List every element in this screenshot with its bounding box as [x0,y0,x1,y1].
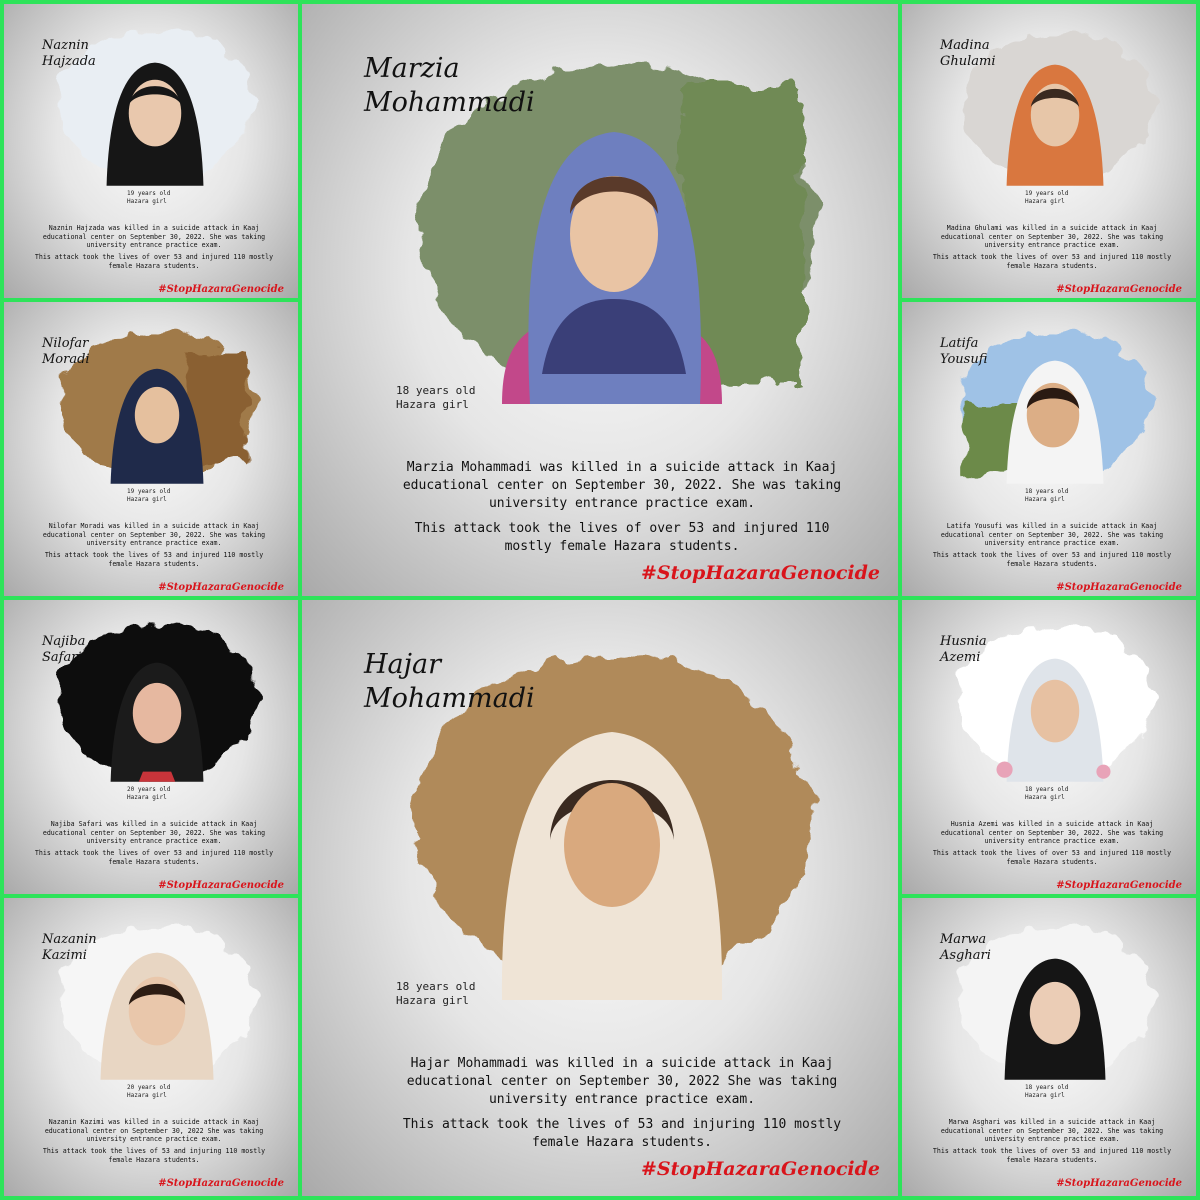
description [932,224,1172,274]
description-text: Nilofar Moradi was killed in a suicide attack in Kaaj educational center on September 30, 2022. She was taking university entrance practice exam. [42,522,266,548]
description [932,522,1172,572]
attack-summary: This attack took the lives of over 53 and injured 110 mostly female Hazara students. [932,253,1172,270]
description [402,1055,842,1159]
hashtag: #StopHazaraGenocide [158,1178,284,1189]
victim-name: Hajar Mohammadi [364,649,535,714]
victim-age: 20 years old Hazara girl [127,1084,171,1099]
description [34,224,274,274]
victim-age: 19 years old Hazara girl [127,190,171,205]
hashtag: #StopHazaraGenocide [158,284,284,295]
description-text: Naznin Hajzada was killed in a suicide attack in Kaaj educational center on September 30, 2022. She was taking university entrance practice exam. [42,224,266,250]
victim-age: 19 years old Hazara girl [1025,190,1069,205]
victim-name: Najiba Safari [42,634,86,666]
victim-name: Husnia Azemi [940,634,987,666]
description-text: Marzia Mohammadi was killed in a suicide attack in Kaaj educational center on September 30, 2022. She was taking university entrance practice exam. [402,460,842,511]
description-text: Najiba Safari was killed in a suicide attack in Kaaj educational center on September 30, 2022. She was taking university entrance practice exam. [42,820,266,846]
memorial-card-naznin-hajzada [4,4,298,298]
memorial-card-marzia-mohammadi [302,4,898,596]
description-text: Hajar Mohammadi was killed in a suicide attack in Kaaj educational center on September 30, 2022 She was taking university entrance practice exam. [406,1056,838,1107]
victim-name: Latifa Yousufi [940,336,988,368]
victim-name: Marzia Mohammadi [364,53,535,118]
description [932,820,1172,870]
hashtag: #StopHazaraGenocide [1056,1178,1182,1189]
attack-summary: This attack took the lives of over 53 and injured 110 mostly female Hazara students. [34,253,274,270]
victim-age: 19 years old Hazara girl [127,488,171,503]
victim-name: Nazanin Kazimi [42,932,97,964]
description [932,1118,1172,1168]
attack-summary: This attack took the lives of over 53 and injured 110 mostly female Hazara students. [932,1147,1172,1164]
memorial-card-hajar-mohammadi [302,600,898,1196]
hashtag: #StopHazaraGenocide [1056,582,1182,593]
hashtag: #StopHazaraGenocide [1056,284,1182,295]
victim-age: 20 years old Hazara girl [127,786,171,801]
victim-age: 18 years old Hazara girl [396,980,476,1007]
attack-summary: This attack took the lives of 53 and injuring 110 mostly female Hazara students. [42,1147,266,1164]
victim-age: 18 years old Hazara girl [1025,786,1069,801]
hashtag: #StopHazaraGenocide [640,1158,880,1180]
description [34,522,274,572]
attack-summary: This attack took the lives of over 53 and injured 110 mostly female Hazara students. [414,520,830,554]
attack-summary: This attack took the lives of over 53 and injured 110 mostly female Hazara students. [34,849,274,866]
victim-name: Marwa Asghari [940,932,991,964]
memorial-card-nazanin-kazimi [4,898,298,1196]
hashtag: #StopHazaraGenocide [158,582,284,593]
victim-name: Madina Ghulami [940,38,996,70]
description-text: Latifa Yousufi was killed in a suicide attack in Kaaj educational center on September 30, 2022. She was taking university entrance practice exam. [940,522,1164,548]
memorial-card-madina-ghulami [902,4,1196,298]
description-text: Nazanin Kazimi was killed in a suicide attack in Kaaj educational center on September 30, 2022 She was taking university entrance practice exam. [44,1118,264,1144]
description-text: Madina Ghulami was killed in a suicide attack in Kaaj educational center on September 30, 2022. She was taking university entrance practice exam. [940,224,1164,250]
memorial-card-nilofar-moradi [4,302,298,596]
victim-age: 18 years old Hazara girl [396,384,476,411]
victim-name: Naznin Hajzada [42,38,96,70]
victim-age: 18 years old Hazara girl [1025,488,1069,503]
memorial-card-latifa-yousufi [902,302,1196,596]
hashtag: #StopHazaraGenocide [1056,880,1182,891]
memorial-card-marwa-asghari [902,898,1196,1196]
attack-summary: This attack took the lives of 53 and injuring 110 mostly female Hazara students. [402,1116,842,1150]
attack-summary: This attack took the lives of over 53 and injured 110 mostly female Hazara students. [932,849,1172,866]
hashtag: #StopHazaraGenocide [640,562,880,584]
attack-summary: This attack took the lives of over 53 and injured 110 mostly female Hazara students. [932,551,1172,568]
victim-age: 18 years old Hazara girl [1025,1084,1069,1099]
description [402,459,842,563]
description [34,1118,274,1168]
memorial-card-husnia-azemi [902,600,1196,894]
description-text: Husnia Azemi was killed in a suicide attack in Kaaj educational center on September 30, 2022. She was taking university entrance practice exam. [940,820,1164,846]
victim-name: Nilofar Moradi [42,336,90,368]
description-text: Marwa Asghari was killed in a suicide attack in Kaaj educational center on September 30, 2022. She was taking university entrance practice exam. [940,1118,1164,1144]
hashtag: #StopHazaraGenocide [158,880,284,891]
description [34,820,274,870]
attack-summary: This attack took the lives of 53 and injured 110 mostly female Hazara students. [44,551,264,568]
memorial-card-najiba-safari [4,600,298,894]
